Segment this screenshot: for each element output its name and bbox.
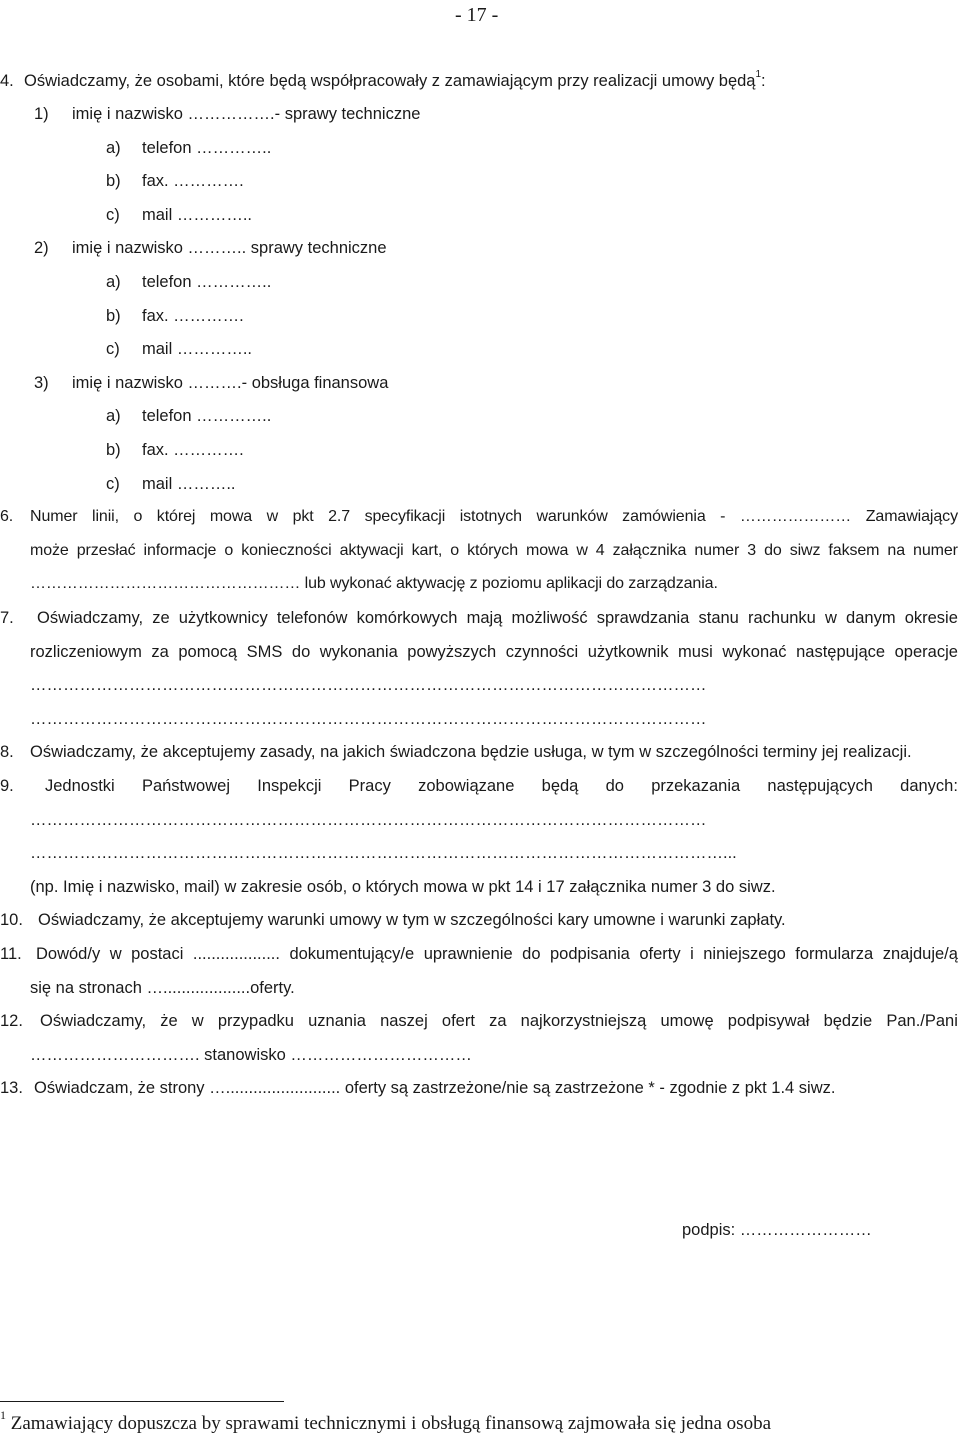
word: danych: bbox=[900, 777, 958, 795]
word: kart, bbox=[411, 542, 443, 559]
section-6-line-1 bbox=[30, 507, 958, 527]
word: do bbox=[522, 945, 541, 963]
word: ze bbox=[152, 609, 170, 627]
word: Numer bbox=[30, 508, 78, 525]
word: przesłać bbox=[76, 542, 136, 559]
section-11-line-2: się na stronach …...................oferty. bbox=[30, 979, 295, 997]
person-2-fax: fax. …………. bbox=[142, 307, 244, 325]
word: Państwowej bbox=[141, 777, 230, 795]
word: naszej bbox=[380, 1012, 428, 1030]
word: Jednostki bbox=[45, 777, 115, 795]
word: oferty bbox=[639, 945, 681, 963]
word: mowa bbox=[526, 542, 569, 559]
word: numer bbox=[694, 542, 740, 559]
list-letter: c) bbox=[106, 475, 120, 493]
word: operacje bbox=[894, 643, 958, 661]
word: uznania bbox=[308, 1012, 366, 1030]
word: do bbox=[605, 777, 624, 795]
list-letter: b) bbox=[106, 441, 121, 459]
section-12-line-1 bbox=[40, 1011, 958, 1031]
footnote-text: Zamawiający dopuszcza by sprawami technicznymi i obsługą finansową zajmowała się jedna osoba bbox=[10, 1413, 772, 1434]
section-12-line-2: …………………………. stanowisko …………………………… bbox=[30, 1046, 472, 1064]
word: o bbox=[133, 508, 143, 525]
word: informacje bbox=[143, 542, 217, 559]
person-1-fax: fax. …………. bbox=[142, 172, 244, 190]
person-2-mail: mail ………….. bbox=[142, 340, 253, 358]
word: niniejszego bbox=[703, 945, 786, 963]
word: 2.7 bbox=[328, 508, 351, 525]
word: dokumentujący/e bbox=[289, 945, 415, 963]
section-7-line-2 bbox=[30, 642, 958, 662]
word: o bbox=[224, 542, 234, 559]
item-number: 8. bbox=[0, 743, 14, 761]
word: telefonów bbox=[276, 609, 348, 627]
word: Pan./Pani bbox=[886, 1012, 958, 1030]
subitem-number: 2) bbox=[34, 239, 49, 257]
word: formularza bbox=[795, 945, 874, 963]
word: stanu bbox=[698, 609, 739, 627]
section-7-line-3: …………………………………………………………………………………………………………… bbox=[30, 676, 707, 694]
section-10-text: Oświadczamy, że akceptujemy warunki umowy w tym w szczególności kary umowne i warunki zapłaty. bbox=[38, 911, 786, 929]
subitem-number: 1) bbox=[34, 105, 49, 123]
word: musi bbox=[677, 643, 713, 661]
word: i bbox=[690, 945, 694, 963]
section-11-line-1 bbox=[36, 944, 958, 964]
item-number: 10. bbox=[0, 911, 23, 929]
person-1-phone: telefon ………….. bbox=[142, 139, 272, 157]
list-letter: c) bbox=[106, 340, 120, 358]
word: aktywacji bbox=[339, 542, 404, 559]
word: pkt bbox=[292, 508, 314, 525]
section-4-heading: Oświadczamy, że osobami, które będą współpracowały z zamawiającym przy realizacji umowy będą$^1$: bbox=[24, 69, 766, 90]
person-1-name: imię i nazwisko …………….- sprawy techniczne bbox=[72, 105, 421, 123]
section-9-line-2: …………………………………………………………………………………………………………… bbox=[30, 811, 707, 829]
word: sprawdzania bbox=[596, 609, 690, 627]
word: faksem bbox=[828, 542, 880, 559]
footnote bbox=[0, 1408, 772, 1436]
word: w bbox=[266, 508, 279, 525]
word: może bbox=[30, 542, 69, 559]
word: do bbox=[764, 542, 782, 559]
list-letter: b) bbox=[106, 307, 121, 325]
footnote-mark: 1 bbox=[0, 1408, 6, 1422]
word: znajduje/ą bbox=[882, 945, 958, 963]
section-9-line-3: ………………………………………………………………………………………………………………... bbox=[30, 844, 737, 862]
word: konieczności bbox=[241, 542, 332, 559]
word: postaci bbox=[131, 945, 184, 963]
person-3-phone: telefon ………….. bbox=[142, 407, 272, 425]
word: przekazania bbox=[651, 777, 741, 795]
person-2-phone: telefon ………….. bbox=[142, 273, 272, 291]
word: 4 bbox=[595, 542, 605, 559]
word: umowę bbox=[660, 1012, 714, 1030]
word: rozliczeniowym bbox=[30, 643, 142, 661]
word: rachunku bbox=[747, 609, 816, 627]
word: pomocą bbox=[178, 643, 238, 661]
word: podpisywał bbox=[727, 1012, 810, 1030]
person-3-fax: fax. …………. bbox=[142, 441, 244, 459]
section-7-line-4: …………………………………………………………………………………………………………… bbox=[30, 710, 707, 728]
word: podpisania bbox=[550, 945, 630, 963]
word: w bbox=[191, 1012, 204, 1030]
page-number: - 17 - bbox=[455, 4, 499, 26]
section-9-line-4: (np. Imię i nazwisko, mail) w zakresie osób, o których mowa w pkt 14 i 17 załącznika numer 3 do siwz. bbox=[30, 878, 776, 896]
person-3-mail: mail ……….. bbox=[142, 475, 236, 493]
list-letter: a) bbox=[106, 273, 121, 291]
word: będą bbox=[541, 777, 579, 795]
word: siwz bbox=[789, 542, 821, 559]
word: najkorzystniejszą bbox=[520, 1012, 647, 1030]
word: mowa bbox=[209, 508, 253, 525]
word: - bbox=[720, 508, 726, 525]
word: wykonania bbox=[319, 643, 398, 661]
subitem-number: 3) bbox=[34, 374, 49, 392]
word: istotnych bbox=[459, 508, 522, 525]
word: SMS bbox=[246, 643, 283, 661]
item-number: 11. bbox=[0, 945, 22, 963]
word: Oświadczamy, bbox=[37, 609, 144, 627]
section-9-line-1 bbox=[45, 776, 958, 796]
word: użytkownicy bbox=[178, 609, 268, 627]
word: będzie bbox=[823, 1012, 873, 1030]
word: załącznika bbox=[612, 542, 687, 559]
word: do bbox=[291, 643, 311, 661]
item-number: 6. bbox=[0, 508, 14, 525]
word: ofert bbox=[441, 1012, 475, 1030]
word: powyższych bbox=[407, 643, 497, 661]
person-3-name: imię i nazwisko ……….- obsługa finansowa bbox=[72, 374, 389, 392]
word: Dowód/y bbox=[36, 945, 101, 963]
word: ………………… bbox=[739, 508, 852, 525]
word: specyfikacji bbox=[364, 508, 446, 525]
section-6-line-2 bbox=[30, 541, 958, 561]
item-number: 4. bbox=[0, 72, 14, 90]
item-number: 7. bbox=[0, 609, 14, 627]
word: ................... bbox=[192, 945, 280, 963]
word: na bbox=[887, 542, 906, 559]
word: następujących bbox=[767, 777, 873, 795]
word: okresie bbox=[904, 609, 958, 627]
section-13-text: Oświadczam, że strony …......................... oferty są zastrzeżone/nie są zastrzeżone * - zgodnie z pkt 1.4 siwz. bbox=[34, 1079, 836, 1097]
word: numer bbox=[913, 542, 958, 559]
list-letter: b) bbox=[106, 172, 121, 190]
word: o bbox=[450, 542, 460, 559]
person-2-name: imię i nazwisko ……….. sprawy techniczne bbox=[72, 239, 387, 257]
word: warunków bbox=[536, 508, 608, 525]
word: Zamawiający bbox=[865, 508, 958, 525]
word: Inspekcji bbox=[257, 777, 322, 795]
word: zobowiązane bbox=[418, 777, 515, 795]
word: których bbox=[467, 542, 518, 559]
word: 3 bbox=[747, 542, 757, 559]
word: za bbox=[489, 1012, 507, 1030]
word: uprawnienie bbox=[423, 945, 513, 963]
word: mają bbox=[466, 609, 503, 627]
word: linii, bbox=[92, 508, 119, 525]
footnote-ref: 1 bbox=[755, 69, 762, 80]
section-8-text: Oświadczamy, że akceptujemy zasady, na jakich świadczona będzie usługa, w tym w szczególności terminy jej realizacji. bbox=[30, 743, 912, 761]
word: danym bbox=[846, 609, 896, 627]
list-letter: c) bbox=[106, 206, 120, 224]
word: zamówienia bbox=[622, 508, 706, 525]
signature-line: podpis: …………………… bbox=[682, 1221, 872, 1239]
word: Oświadczamy, bbox=[40, 1012, 147, 1030]
word: w bbox=[825, 609, 837, 627]
word: możliwość bbox=[511, 609, 588, 627]
word: użytkownik bbox=[587, 643, 669, 661]
person-1-mail: mail ………….. bbox=[142, 206, 253, 224]
section-6-line-3: …………………………………………… lub wykonać aktywację z poziomu aplikacji do zarządzania. bbox=[30, 575, 718, 592]
word: której bbox=[156, 508, 196, 525]
word: czynności bbox=[505, 643, 579, 661]
item-number: 12. bbox=[0, 1012, 23, 1030]
word: wykonać bbox=[722, 643, 787, 661]
word: przypadku bbox=[217, 1012, 294, 1030]
footnote-divider bbox=[0, 1401, 284, 1402]
word: w bbox=[109, 945, 122, 963]
word: w bbox=[576, 542, 588, 559]
word: że bbox=[160, 1012, 178, 1030]
word: następujące bbox=[796, 643, 886, 661]
word: za bbox=[151, 643, 169, 661]
word: komórkowych bbox=[356, 609, 458, 627]
item-number: 13. bbox=[0, 1079, 23, 1097]
list-letter: a) bbox=[106, 407, 121, 425]
section-7-line-1 bbox=[37, 608, 958, 628]
item-number: 9. bbox=[0, 777, 14, 795]
list-letter: a) bbox=[106, 139, 121, 157]
word: Pracy bbox=[348, 777, 391, 795]
